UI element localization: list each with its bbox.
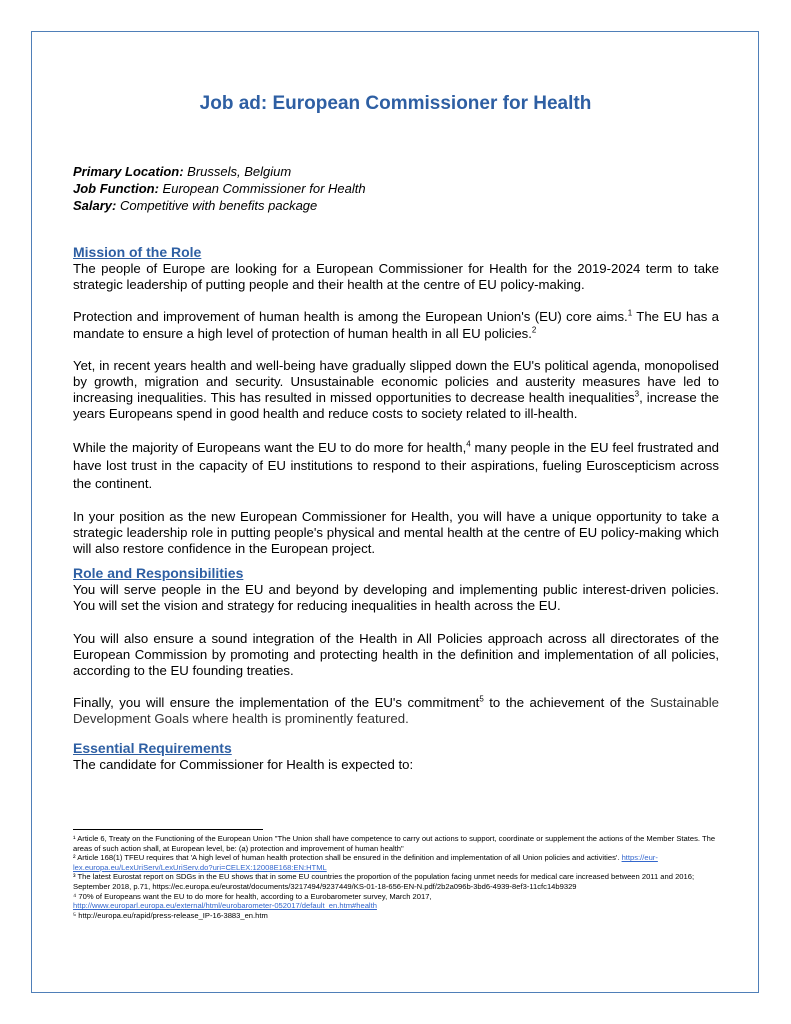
role-paragraph-2: You will also ensure a sound integration of the Health in All Policies approach across all directorates of the European Commission by promoting and protecting health in the definition and implementation of all policies, according to the EU founding treaties. xyxy=(73,630,719,679)
footnote-ref-3: 3 xyxy=(634,389,640,399)
footnote-ref-1: 1 xyxy=(627,309,633,319)
mission-p4-text-a: While the majority of Europeans want the EU to do more for health, xyxy=(73,439,467,455)
mission-p2-text-b: The EU has a mandate to ensure a high level of protection of human health in all EU policies. xyxy=(73,309,720,341)
footnote-5: ⁵ http://europa.eu/rapid/press-release_IP-16-3883_en.htm xyxy=(73,910,268,920)
function-label: Job Function: xyxy=(73,181,159,196)
function-value: European Commissioner for Health xyxy=(158,181,366,196)
mission-paragraph-1: The people of Europe are looking for a European Commissioner for Health for the 2019-2024 term to take strategic leadership of putting people and their health at the centre of EU policy-making. xyxy=(73,261,719,293)
mission-heading: Mission of the Role xyxy=(73,244,202,260)
footnote-2-text: ² Article 168(1) TFEU requires that 'A high level of human health protection shall be ensured in the definition and implementation of all Union policies and activities'. xyxy=(73,853,622,863)
salary-value: Competitive with benefits package xyxy=(116,198,318,213)
footnote-1: ¹ Article 6, Treaty on the Functioning of the European Union "The Union shall have competence to carry out actions to support, coordinate or supplement the actions of the Member States. The areas of such action shall, at European level, be: (a) protection and improvement of human health" xyxy=(73,834,716,853)
mission-p3-text-a: Yet, in recent years health and well-being have gradually slipped down the EU's political agenda, monopolised by growth, migration and security. Unsustainable economic policies and austerity measures have led to increasing inequalities. This has resulted in missed opportunities to decrease health inequalities xyxy=(73,357,719,406)
footnote-3: ³ The latest Eurostat report on SDGs in the EU shows that in some EU countries the proportion of the population facing unmet needs for medical care increased between 2011 and 2016; September 2018, p.71, https://ec.europa.eu/eurostat/documents/3217494/9237449/KS-01-18-656-EN-N.pdf/2b2a096b-3bd6-4939-8ef3-11cfc14b9329 xyxy=(73,872,695,891)
mission-paragraph-5: In your position as the new European Commissioner for Health, you will have a unique opportunity to take a strategic leadership role in putting people's physical and mental health at the centre of EU policy-making which will also restore confidence in the European project. xyxy=(73,508,719,557)
job-meta xyxy=(73,163,366,214)
requirements-heading: Essential Requirements xyxy=(73,739,232,756)
mission-paragraph-4 xyxy=(73,439,719,493)
location-label: Primary Location: xyxy=(73,164,184,179)
footnote-4 xyxy=(73,892,723,911)
footnote-separator xyxy=(73,829,263,830)
function-line xyxy=(73,180,366,197)
mission-p4-text-b: many people in the EU feel frustrated and have lost trust in the capacity of EU institutions to respond to their aspirations, fueling Euroscepticism across the continent. xyxy=(73,439,719,491)
footnote-2-link[interactable]: https://eur-lex.europa.eu/LexUriServ/LexUriServ.do?uri=CELEX:12008E168:EN:HTML xyxy=(73,853,658,872)
role-heading: Role and Responsibilities xyxy=(73,565,244,582)
footnote-4-text: ⁴ 70% of Europeans want the EU to do more for health, according to a Eurobarometer survey, March 2017, xyxy=(73,891,432,901)
main-content xyxy=(73,244,719,773)
page-title: Job ad: European Commissioner for Health xyxy=(199,93,592,114)
footnote-4-link[interactable]: http://www.europarl.europa.eu/external/html/eurobarometer-052017/default_en.htm#health xyxy=(73,901,377,911)
role-paragraph-3 xyxy=(73,695,719,727)
footnote-ref-2: 2 xyxy=(531,325,537,335)
role-p3-text-a: Finally, you will ensure the implementation of the EU's commitment xyxy=(73,695,480,711)
location-value: Brussels, Belgium xyxy=(183,164,292,179)
footnote-ref-5: 5 xyxy=(479,694,484,704)
mission-p3-text-b: , increase the years Europeans spend in good health and reduce costs to society related to ill-health. xyxy=(73,390,720,422)
requirements-paragraph-1: The candidate for Commissioner for Health is expected to: xyxy=(73,756,414,772)
mission-paragraph-2 xyxy=(73,309,719,341)
footnote-ref-4: 4 xyxy=(466,439,471,449)
role-p3-text-b: to the achievement of the xyxy=(483,695,651,711)
role-paragraph-1: You will serve people in the EU and beyond by developing and implementing public interest-driven policies. You will set the vision and strategy for reducing inequalities in health across the EU. xyxy=(73,582,719,614)
footnotes xyxy=(73,834,723,920)
location-line xyxy=(73,163,366,180)
mission-paragraph-3 xyxy=(73,358,719,423)
salary-label: Salary: xyxy=(73,198,117,213)
footnote-2 xyxy=(73,853,723,872)
salary-line xyxy=(73,197,366,214)
mission-p2-text-a: Protection and improvement of human health is among the European Union's (EU) core aims. xyxy=(73,309,628,325)
role-p3-text-c: Sustainable Development Goals where health is prominently featured. xyxy=(73,695,720,727)
